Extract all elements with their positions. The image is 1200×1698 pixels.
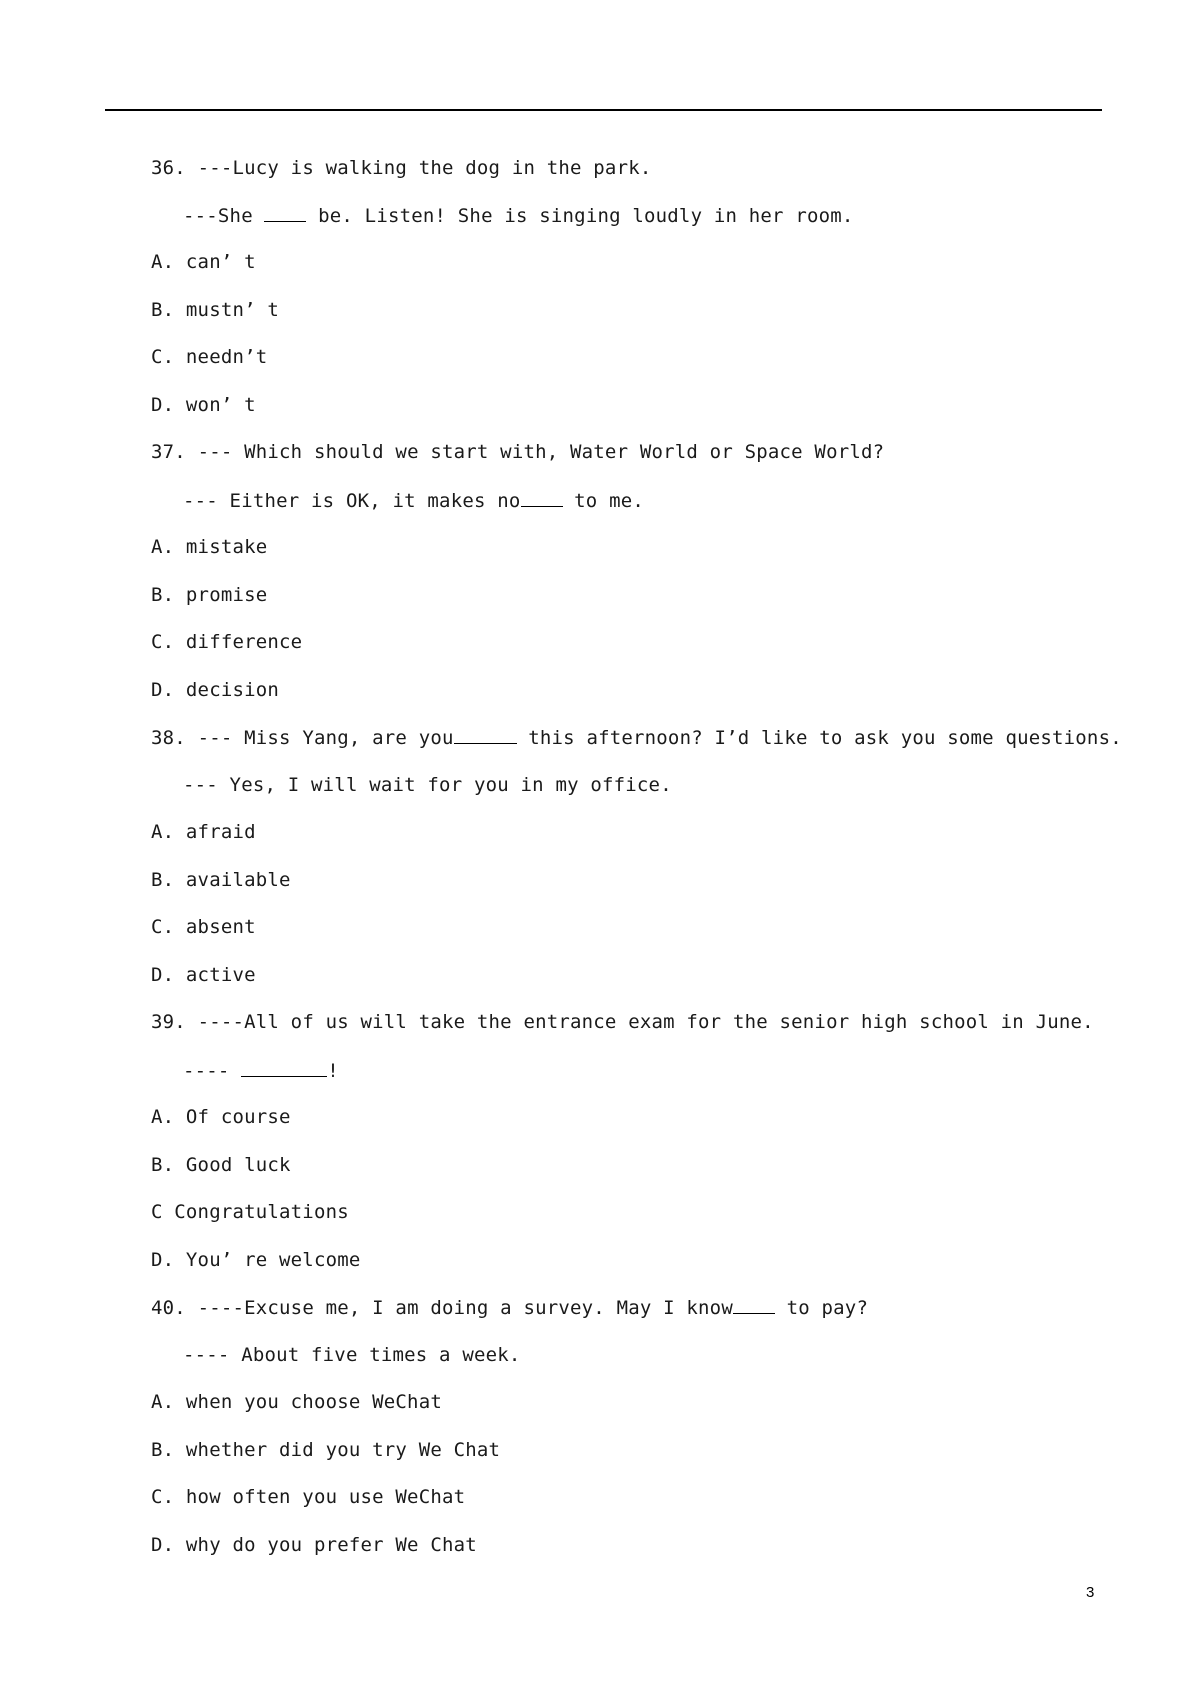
question-number: 36. bbox=[151, 157, 186, 179]
prompt-text: ---Lucy is walking the dog in the park. bbox=[197, 157, 652, 179]
question-38-option-d: D. active bbox=[151, 964, 256, 986]
question-40-response: ---- About five times a week. bbox=[183, 1344, 521, 1366]
answer-blank bbox=[733, 1295, 775, 1314]
response-text: ---- bbox=[183, 1060, 242, 1082]
question-36-option-d: D. won’ t bbox=[151, 394, 256, 416]
response-text: to me. bbox=[562, 490, 645, 512]
question-40-option-c: C. how often you use WeChat bbox=[151, 1486, 466, 1508]
prompt-text: --- Which should we start with, Water World or Space World? bbox=[197, 441, 885, 463]
question-40-option-a: A. when you choose WeChat bbox=[151, 1391, 442, 1413]
response-text: be. Listen! She is singing loudly in her room. bbox=[306, 205, 854, 227]
question-40-option-b: B. whether did you try We Chat bbox=[151, 1439, 501, 1461]
question-40-option-d: D. why do you prefer We Chat bbox=[151, 1534, 477, 1556]
question-number: 40. bbox=[151, 1297, 186, 1319]
response-text: ! bbox=[327, 1060, 339, 1082]
question-39-option-a: A. Of course bbox=[151, 1106, 291, 1128]
question-39-option-c: C Congratulations bbox=[151, 1201, 349, 1223]
question-39-response bbox=[183, 1058, 339, 1083]
question-39-option-d: D. You’ re welcome bbox=[151, 1249, 361, 1271]
question-37-option-d: D. decision bbox=[151, 679, 280, 701]
prompt-text: to pay? bbox=[774, 1297, 869, 1319]
question-36-option-c: C. needn’t bbox=[151, 346, 268, 368]
question-37-option-a: A. mistake bbox=[151, 536, 268, 558]
prompt-text: this afternoon? I’d like to ask you some questions. bbox=[516, 727, 1122, 749]
question-38-prompt bbox=[151, 725, 1122, 750]
header-rule bbox=[105, 109, 1102, 111]
response-text: ---She bbox=[183, 205, 265, 227]
question-39-prompt bbox=[151, 1010, 1094, 1034]
response-text: --- Either is OK, it makes no bbox=[183, 490, 521, 512]
question-40-prompt bbox=[151, 1295, 868, 1320]
question-36-response bbox=[183, 203, 854, 228]
question-36-option-b: B. mustn’ t bbox=[151, 299, 280, 321]
question-37-response bbox=[183, 488, 644, 513]
question-number: 38. bbox=[151, 727, 186, 749]
question-39-option-b: B. Good luck bbox=[151, 1154, 291, 1176]
question-number: 39. bbox=[151, 1011, 186, 1033]
question-37-option-b: B. promise bbox=[151, 584, 268, 606]
answer-blank bbox=[241, 1058, 327, 1077]
question-36-option-a: A. can’ t bbox=[151, 251, 256, 273]
question-37-option-c: C. difference bbox=[151, 631, 303, 653]
answer-blank bbox=[454, 725, 517, 744]
question-38-response: --- Yes, I will wait for you in my office. bbox=[183, 774, 672, 796]
answer-blank bbox=[521, 488, 563, 507]
question-38-option-c: C. absent bbox=[151, 916, 256, 938]
question-number: 37. bbox=[151, 441, 186, 463]
answer-blank bbox=[264, 203, 306, 222]
page-number: 3 bbox=[1086, 1584, 1095, 1601]
question-38-option-b: B. available bbox=[151, 869, 291, 891]
prompt-text: ----Excuse me, I am doing a survey. May I know bbox=[197, 1297, 733, 1319]
prompt-text: ----All of us will take the entrance exam for the senior high school in June. bbox=[197, 1011, 1094, 1033]
question-38-option-a: A. afraid bbox=[151, 821, 256, 843]
question-36-prompt bbox=[151, 156, 651, 180]
question-37-prompt bbox=[151, 440, 884, 464]
prompt-text: --- Miss Yang, are you bbox=[197, 727, 454, 749]
